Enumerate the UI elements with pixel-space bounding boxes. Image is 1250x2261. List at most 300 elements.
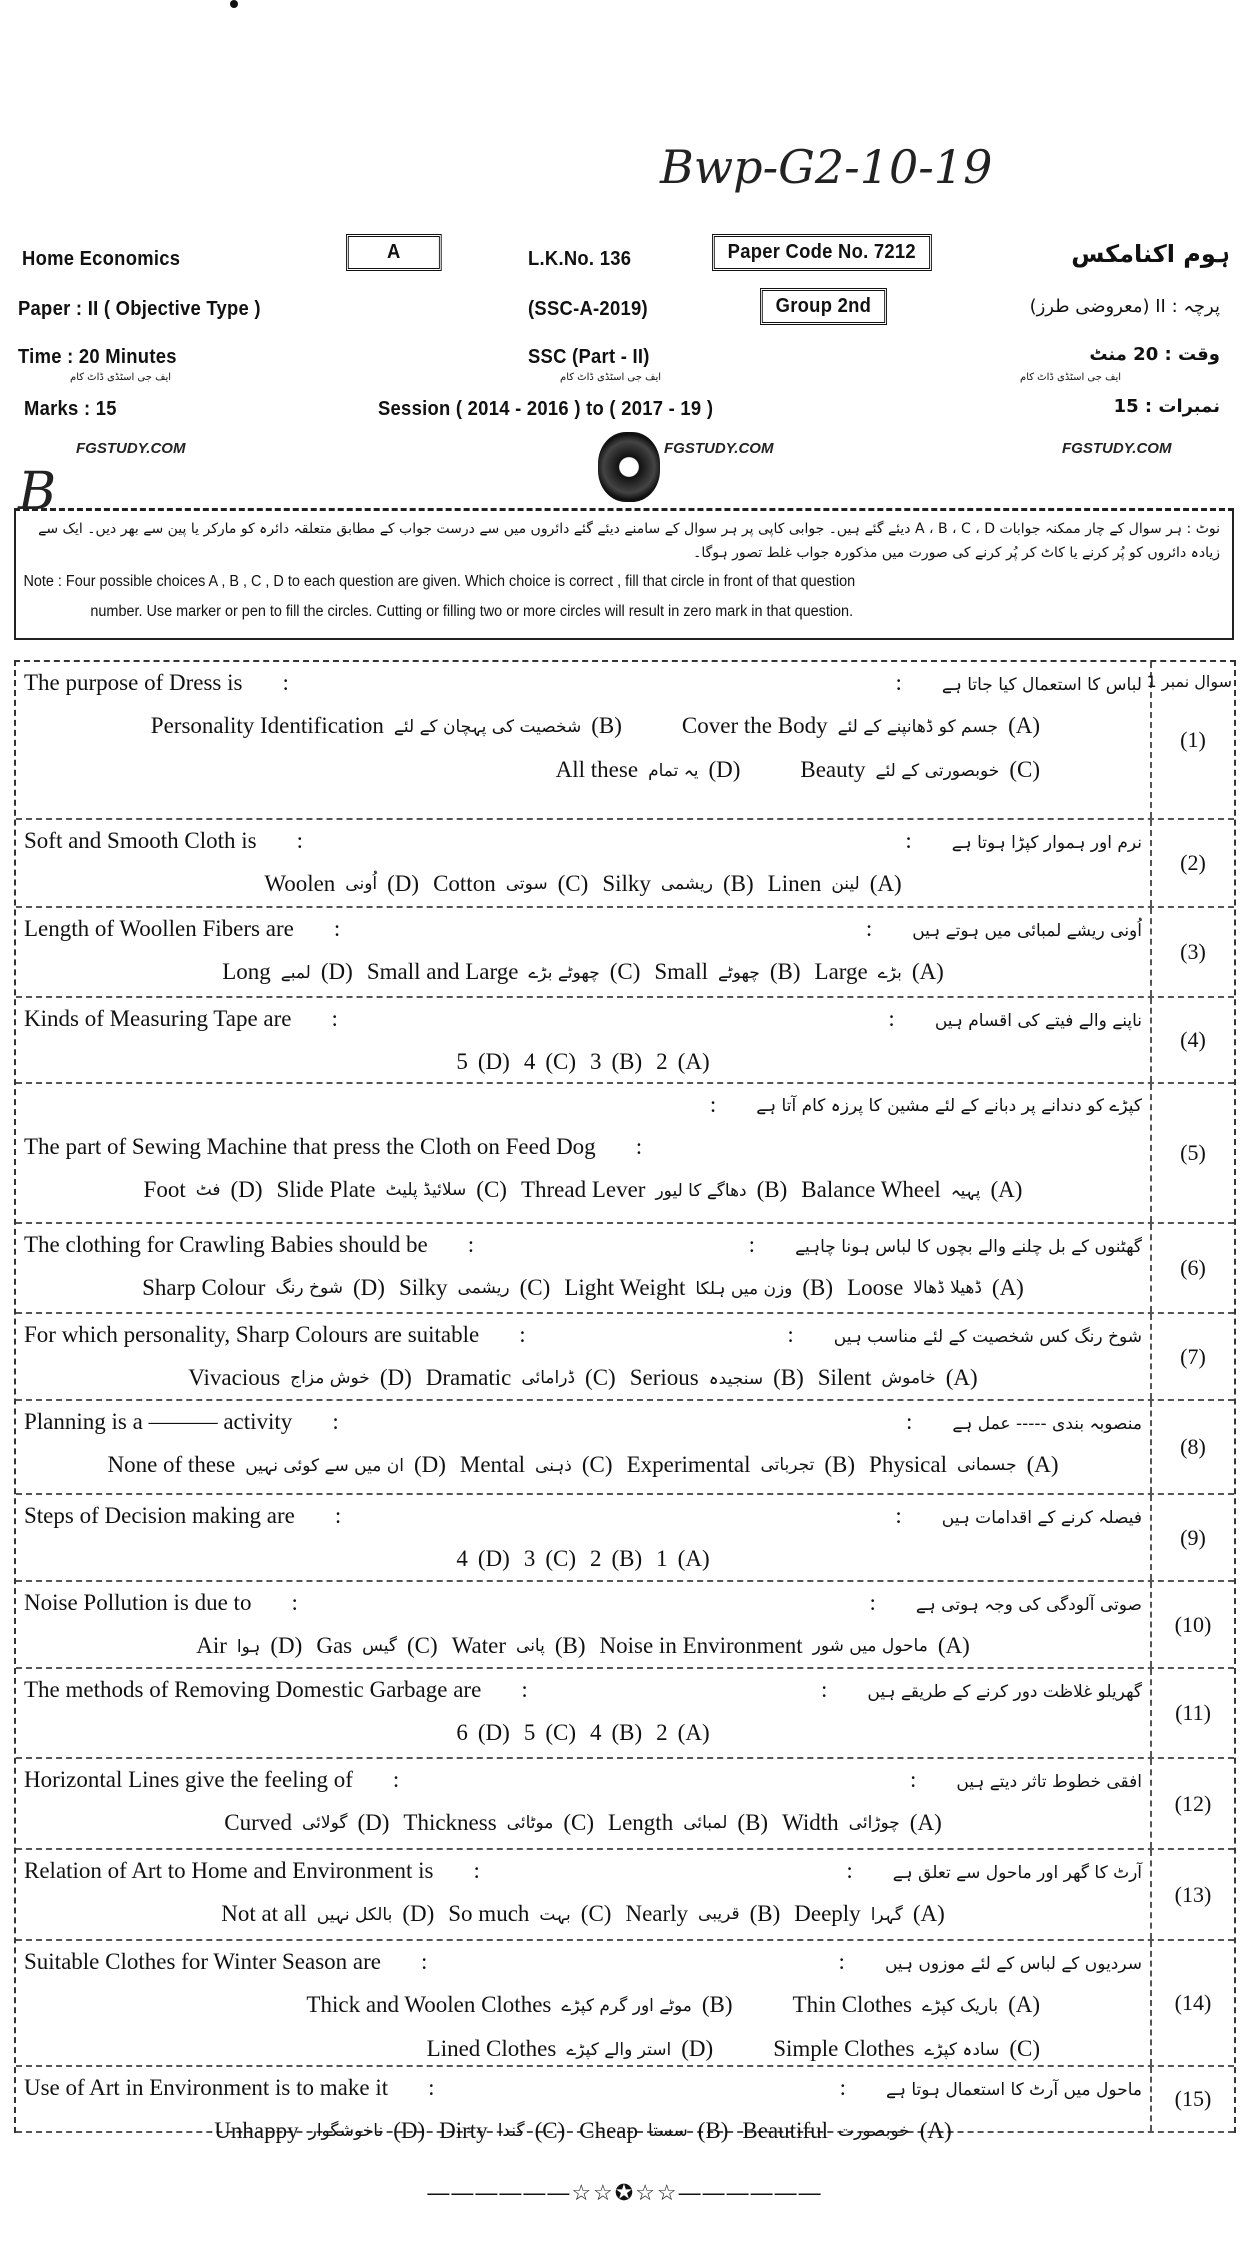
colon: : — [905, 828, 912, 853]
board-logo — [598, 432, 660, 502]
option-key: (A) — [677, 1720, 710, 1745]
question-row — [16, 1314, 1234, 1401]
option-key: (C) — [545, 1546, 576, 1571]
question-ur-wrap — [848, 1006, 1142, 1032]
question-row — [16, 1224, 1234, 1314]
option-b[interactable] — [627, 1452, 855, 1478]
question-number — [1152, 1850, 1234, 1939]
question-en-wrap — [24, 1134, 682, 1160]
option-c[interactable] — [800, 757, 1040, 783]
colon: : — [906, 1409, 913, 1434]
colon: : — [846, 1858, 853, 1883]
note-en-line-1: Note : Four possible choices A , B , C , D to each question are given. Which choice is correct , fill that circle in front of that question — [23, 573, 856, 590]
option-a[interactable] — [815, 959, 944, 985]
question-line — [16, 1314, 1150, 1356]
option-c[interactable] — [460, 1452, 613, 1478]
question-number-text: (10) — [1174, 1611, 1212, 1637]
option-text-ur: سادہ کپڑے — [924, 2039, 1000, 2060]
option-b[interactable] — [306, 1992, 732, 2018]
option-c[interactable] — [399, 1275, 550, 1301]
option-text-ur: ذہنی — [535, 1455, 572, 1476]
option-text-en: 4 — [590, 1720, 602, 1745]
colon: : — [282, 670, 289, 695]
option-text-en: Serious — [629, 1365, 699, 1390]
option-text-ur: بڑے — [877, 962, 902, 983]
option-c[interactable] — [316, 1633, 437, 1659]
option-key: (C) — [580, 1901, 612, 1926]
question-line — [16, 1850, 1150, 1892]
options-line — [16, 1537, 1150, 1581]
option-text-ur: گولائی — [301, 1813, 348, 1833]
option-a[interactable] — [869, 1452, 1058, 1478]
option-text-ur: موٹائی — [506, 1813, 554, 1833]
option-text-en: Woolen — [264, 871, 336, 896]
option-text-en: 5 — [523, 1720, 536, 1745]
question-row — [16, 820, 1234, 908]
question-body — [16, 1224, 1152, 1312]
colon: : — [709, 1092, 717, 1117]
option-key: (D) — [393, 2118, 426, 2143]
option-b[interactable] — [602, 871, 753, 897]
colon: : — [635, 1134, 643, 1159]
colon: : — [333, 916, 341, 941]
option-text-en: Personality Identification — [150, 713, 384, 738]
question-number — [1152, 998, 1234, 1082]
colon: : — [839, 2075, 847, 2100]
option-text-en: Small — [654, 959, 709, 984]
option-d[interactable] — [107, 1452, 445, 1478]
option-text-ur: قریبی — [698, 1904, 740, 1924]
question-number-text: (4) — [1180, 1027, 1206, 1052]
question-ur-wrap — [870, 1767, 1142, 1793]
option-a[interactable] — [682, 713, 1040, 739]
option-text-ur: سلائیڈ پلیٹ — [385, 1180, 467, 1200]
paper-set-box: A — [346, 234, 442, 271]
question-text-ur: صوتی آلودگی کی وجہ ہوتی ہے — [915, 1595, 1142, 1615]
option-d[interactable] — [224, 1810, 389, 1836]
options-line — [16, 1356, 1150, 1400]
option-text-ur: پہیہ — [950, 1180, 981, 1201]
colon: : — [821, 1677, 828, 1702]
option-text-ur: یہ تمام — [648, 760, 699, 781]
option-b[interactable] — [452, 1633, 586, 1659]
option-d[interactable] — [144, 1177, 263, 1203]
question-row — [16, 908, 1234, 998]
question-en-wrap — [24, 670, 329, 696]
question-ur-wrap — [799, 1949, 1142, 1975]
options-line — [16, 862, 1150, 906]
option-a[interactable] — [793, 1992, 1040, 2018]
option-a[interactable] — [768, 871, 902, 897]
option-c[interactable] — [439, 2118, 565, 2144]
question-line — [16, 662, 1150, 704]
option-d[interactable] — [221, 1901, 434, 1927]
option-key: (C) — [519, 1275, 551, 1300]
question-en-wrap — [24, 1590, 338, 1616]
colon: : — [291, 1590, 298, 1615]
option-key: (B) — [554, 1633, 586, 1658]
options-line — [16, 1168, 1150, 1212]
option-key: (D) — [477, 1049, 510, 1074]
options-line — [16, 2027, 1150, 2071]
option-key: (C) — [609, 959, 641, 984]
instructions-note — [14, 508, 1234, 640]
question-text-ur: اُونی ریشے لمبائی میں ہوتے ہیں — [912, 921, 1142, 941]
option-text-en: Nearly — [625, 1901, 689, 1926]
question-number — [1152, 1084, 1234, 1222]
option-d[interactable] — [142, 1275, 385, 1301]
question-text-en: Length of Woollen Fibers are — [24, 916, 294, 941]
option-text-en: Gas — [316, 1633, 353, 1658]
question-number-text: (2) — [1180, 850, 1206, 875]
colon: : — [865, 916, 873, 941]
question-en-wrap — [24, 1503, 381, 1529]
exam-code: (SSC-A-2019) — [528, 298, 648, 320]
option-key: (C) — [557, 871, 589, 896]
option-b[interactable] — [590, 1049, 642, 1075]
option-d[interactable] — [188, 1365, 411, 1391]
option-key: (D) — [708, 757, 741, 782]
option-text-en: 4 — [523, 1049, 536, 1074]
question-row — [16, 1582, 1234, 1669]
options-line — [16, 1711, 1150, 1755]
option-text-ur: خاموش — [881, 1368, 936, 1388]
question-ur-wrap — [829, 1590, 1142, 1616]
question-en-wrap — [24, 1949, 467, 1975]
option-text-en: 4 — [456, 1546, 468, 1571]
option-key: (B) — [802, 1275, 834, 1300]
option-a[interactable] — [656, 1049, 709, 1075]
option-key: (B) — [769, 959, 801, 984]
option-text-en: Thin Clothes — [792, 1992, 913, 2017]
colon: : — [787, 1322, 794, 1347]
colon: : — [909, 1767, 917, 1792]
option-text-en: Thread Lever — [520, 1177, 646, 1202]
option-a[interactable] — [742, 2118, 951, 2144]
footer-ornament: ——————☆☆✪☆☆—————— — [427, 2180, 823, 2205]
option-text-en: Cover the Body — [681, 713, 828, 738]
question-text-en: The purpose of Dress is — [24, 670, 243, 695]
option-key: (A) — [937, 1633, 970, 1658]
option-key: (C) — [545, 1049, 576, 1074]
option-a[interactable] — [794, 1901, 945, 1927]
option-b[interactable] — [151, 713, 622, 739]
question-line — [16, 998, 1150, 1040]
question-text-en: The clothing for Crawling Babies should be — [24, 1232, 428, 1257]
option-text-en: Mental — [459, 1452, 526, 1477]
option-c[interactable] — [276, 1177, 506, 1203]
question-en-wrap — [24, 1858, 520, 1884]
option-key: (A) — [945, 1365, 978, 1390]
option-text-en: Curved — [224, 1810, 292, 1835]
question-row — [16, 1495, 1234, 1582]
option-key: (C) — [534, 2118, 566, 2143]
option-text-ur: ہوا — [236, 1636, 261, 1657]
option-d[interactable] — [214, 2118, 425, 2144]
colon: : — [888, 1006, 895, 1031]
option-a[interactable] — [818, 1365, 978, 1391]
question-number-text: (13) — [1174, 1881, 1212, 1907]
option-text-ur: ریشمی — [660, 874, 713, 894]
option-text-en: Not at all — [221, 1901, 307, 1926]
question-line — [16, 820, 1150, 862]
question-line — [16, 1941, 1150, 1983]
option-text-en: 2 — [656, 1049, 668, 1074]
option-text-en: Dirty — [439, 2118, 488, 2143]
questions-table — [14, 660, 1236, 2143]
options-line — [16, 748, 1150, 792]
question-line — [16, 1669, 1150, 1711]
option-text-ur: بہت — [539, 1904, 571, 1925]
option-key: (B) — [611, 1720, 643, 1745]
question-text-en: Use of Art in Environment is to make it — [24, 2075, 389, 2100]
option-c[interactable] — [433, 871, 588, 897]
note-urdu: نوٹ : ہر سوال کے چار ممکنہ جوابات A ، B ، C ، D دیئے گئے ہیں۔ جوابی کاپی پر ہر سوال کے سامنے دیئے گئے دائروں میں سے درست جواب کے مطابق متعلقہ دائرہ کو مارکر یا پین سے بھر دیں۔ ایک سے زیادہ دائروں کو پُر کرنے یا کاٹ کر پُر کرنے کی صورت میں مذکورہ جواب غلط تصور ہوگا۔ — [38, 521, 1220, 561]
question-line — [16, 908, 1150, 950]
option-text-ur: لمبے — [280, 962, 311, 983]
option-text-ur: جسمانی — [957, 1455, 1017, 1475]
question-ur-wrap — [865, 828, 1142, 854]
note-en-line-2: number. Use marker or pen to fill the circles. Cutting or filling two or more circles will result in zero mark in that question. — [90, 603, 854, 620]
question-line — [16, 1126, 1150, 1168]
option-text-ur: بالکل نہیں — [316, 1904, 393, 1925]
marks-en: Marks : 15 — [24, 398, 117, 420]
option-key: (B) — [723, 871, 754, 896]
option-b[interactable] — [625, 1901, 780, 1927]
option-b[interactable] — [630, 1365, 804, 1391]
option-text-en: 6 — [456, 1720, 468, 1745]
option-text-ur: پانی — [516, 1636, 545, 1656]
watermark-right: FGSTUDY.COM — [1062, 440, 1172, 457]
watermark-ur-left: ایف جی اسٹڈی ڈاٹ کام — [70, 372, 172, 383]
question-text-en: Soft and Smooth Cloth is — [24, 828, 257, 853]
option-text-en: Foot — [143, 1177, 186, 1202]
option-text-en: Beautiful — [742, 2118, 828, 2143]
option-c[interactable] — [426, 1365, 616, 1391]
option-text-ur: باریک کپڑے — [922, 1995, 999, 2016]
option-key: (B) — [756, 1177, 788, 1202]
option-key: (B) — [701, 1992, 733, 2017]
option-c[interactable] — [524, 1049, 576, 1075]
option-text-en: Small and Large — [366, 959, 519, 984]
option-text-en: Long — [222, 959, 271, 984]
question-text-en: Suitable Clothes for Winter Season are — [24, 1949, 381, 1974]
question-body — [16, 1669, 1152, 1757]
question-text-ur: آرٹ کا گھر اور ماحول سے تعلق ہے — [892, 1863, 1142, 1883]
option-text-ur: خوش مزاج — [290, 1368, 370, 1388]
option-text-en: 2 — [656, 1720, 668, 1745]
option-a[interactable] — [656, 1546, 709, 1572]
option-text-en: Length — [608, 1810, 674, 1835]
option-text-ur: خوبصورت — [838, 2121, 910, 2141]
question-en-wrap — [24, 1677, 568, 1703]
option-text-en: Linen — [767, 871, 822, 896]
option-a[interactable] — [656, 1720, 709, 1746]
options-line — [16, 704, 1150, 748]
option-d[interactable] — [427, 2036, 714, 2062]
option-b[interactable] — [654, 959, 800, 985]
options-line — [16, 1266, 1150, 1310]
options-line — [16, 1624, 1150, 1668]
question-line — [16, 1582, 1150, 1624]
option-b[interactable] — [564, 1275, 833, 1301]
question-en-wrap — [24, 828, 343, 854]
option-text-en: Silky — [398, 1275, 448, 1300]
option-key: (A) — [869, 871, 902, 896]
option-key: (B) — [611, 1049, 643, 1074]
option-d[interactable] — [222, 959, 353, 985]
option-key: (C) — [476, 1177, 507, 1202]
option-text-en: Deeply — [794, 1901, 861, 1926]
question-text-en: Kinds of Measuring Tape are — [24, 1006, 292, 1031]
option-key: (D) — [477, 1720, 510, 1745]
option-text-en: Slide Plate — [276, 1177, 376, 1202]
option-c[interactable] — [524, 1546, 576, 1572]
question-body — [16, 2067, 1152, 2143]
option-text-en: All these — [555, 757, 639, 782]
option-text-ur: وزن میں ہلکا — [695, 1278, 793, 1299]
option-key: (B) — [697, 2118, 729, 2143]
colon: : — [838, 1949, 845, 1974]
colon: : — [331, 1006, 338, 1031]
option-text-en: Cotton — [433, 871, 496, 896]
option-text-en: Silent — [817, 1365, 872, 1390]
option-d[interactable] — [196, 1633, 302, 1659]
option-text-ur: ان میں سے کوئی نہیں — [245, 1455, 404, 1476]
option-key: (D) — [681, 2036, 714, 2061]
option-text-ur: چوڑائی — [848, 1813, 900, 1833]
option-key: (C) — [1009, 2036, 1040, 2061]
question-text-ur: سردیوں کے لباس کے لئے موزوں ہیں — [884, 1954, 1142, 1974]
question-en-wrap — [24, 916, 380, 942]
option-key: (A) — [991, 1275, 1024, 1300]
option-text-ur: جسم کو ڈھانپنے کے لئے — [837, 716, 999, 737]
question-text-en: Noise Pollution is due to — [24, 1590, 252, 1615]
option-a[interactable] — [600, 1633, 970, 1659]
question-body — [16, 1582, 1152, 1667]
option-c[interactable] — [773, 2036, 1040, 2062]
option-c[interactable] — [448, 1901, 611, 1927]
option-key: (D) — [402, 1901, 435, 1926]
options-line — [16, 950, 1150, 994]
option-key: (D) — [477, 1546, 510, 1571]
colon: : — [332, 1409, 339, 1434]
option-text-en: Light Weight — [564, 1275, 686, 1300]
option-c[interactable] — [403, 1810, 594, 1836]
question-number — [1152, 1224, 1234, 1312]
option-key: (D) — [320, 959, 353, 984]
option-c[interactable] — [367, 959, 641, 985]
option-key: (D) — [270, 1633, 303, 1658]
option-c[interactable] — [524, 1720, 576, 1746]
question-ur-wrap — [855, 670, 1142, 696]
paper-type-ur: پرچہ : II (معروضی طرز) — [1029, 296, 1220, 317]
question-text-ur: گھریلو غلاظت دور کرنے کے طریقے ہیں — [867, 1682, 1142, 1702]
question-number — [1146, 662, 1234, 818]
scan-speck — [230, 0, 238, 8]
options-line — [16, 1443, 1150, 1487]
option-d[interactable] — [456, 1546, 509, 1572]
option-b[interactable] — [590, 1546, 642, 1572]
question-line — [16, 1759, 1150, 1801]
option-d[interactable] — [456, 1049, 509, 1075]
option-text-en: Air — [196, 1633, 227, 1658]
question-text-en: The part of Sewing Machine that press the Cloth on Feed Dog — [24, 1134, 596, 1159]
question-number — [1152, 1759, 1234, 1848]
question-number-text: (11) — [1175, 1700, 1211, 1725]
option-a[interactable] — [801, 1177, 1022, 1203]
options-line — [16, 1801, 1150, 1845]
colon: : — [895, 1503, 902, 1528]
option-text-ur: ڈھیلا ڈھالا — [913, 1278, 982, 1298]
paper-code-box: Paper Code No. 7212 — [712, 234, 932, 271]
option-text-en: So much — [448, 1901, 530, 1926]
option-text-en: Thick and Woolen Clothes — [306, 1992, 552, 2017]
option-key: (B) — [773, 1365, 804, 1390]
option-text-ur: سستا — [648, 2121, 688, 2141]
question-body — [16, 1759, 1152, 1848]
option-text-ur: خوبصورتی کے لئے — [875, 760, 1000, 781]
question-body — [16, 820, 1152, 906]
option-a[interactable] — [782, 1810, 942, 1836]
question-number-text: (14) — [1174, 1990, 1212, 2015]
option-key: (C) — [545, 1720, 576, 1745]
option-text-ur: شوخ رنگ — [275, 1278, 344, 1298]
colon: : — [895, 670, 902, 695]
option-text-en: 2 — [590, 1546, 602, 1571]
option-key: (B) — [611, 1546, 643, 1571]
question-ur-wrap — [747, 1322, 1142, 1348]
question-row — [16, 1759, 1234, 1850]
option-text-en: Thickness — [403, 1810, 497, 1835]
option-key: (D) — [413, 1452, 446, 1477]
option-text-ur: ڈرامائی — [521, 1368, 576, 1388]
option-text-ur: اُونی — [345, 874, 378, 894]
option-text-en: Simple Clothes — [773, 2036, 915, 2061]
option-text-ur: لمبائی — [683, 1813, 728, 1833]
option-b[interactable] — [521, 1177, 787, 1203]
option-b[interactable] — [590, 1720, 642, 1746]
colon: : — [748, 1232, 756, 1257]
question-en-wrap — [24, 1006, 378, 1032]
question-text-en: For which personality, Sharp Colours are suitable — [24, 1322, 480, 1347]
question-row — [16, 1669, 1234, 1759]
option-text-en: Loose — [847, 1275, 904, 1300]
option-b[interactable] — [579, 2118, 728, 2144]
question-row — [16, 1084, 1234, 1224]
question-number-text: (7) — [1180, 1343, 1206, 1369]
option-text-ur: استر والے کپڑے — [566, 2039, 672, 2060]
option-a[interactable] — [847, 1275, 1024, 1301]
question-ur-wrap — [781, 1677, 1142, 1703]
option-key: (D) — [357, 1810, 390, 1835]
option-d[interactable] — [556, 757, 741, 783]
question-en-wrap — [24, 1409, 379, 1435]
option-text-en: Cheap — [579, 2118, 638, 2143]
colon: : — [392, 1767, 400, 1792]
question-text-ur: فیصلہ کرنے کے اقدامات ہیں — [941, 1508, 1142, 1528]
time-en: Time : 20 Minutes — [18, 346, 177, 368]
option-d[interactable] — [264, 871, 419, 897]
option-text-en: 1 — [656, 1546, 668, 1571]
question-en-wrap — [24, 1232, 514, 1258]
question-body — [16, 908, 1152, 996]
question-row — [16, 1941, 1234, 2067]
option-d[interactable] — [456, 1720, 509, 1746]
option-b[interactable] — [608, 1810, 768, 1836]
option-text-ur: چھوٹے بڑے — [528, 962, 600, 983]
subject-en: Home Economics — [22, 248, 181, 270]
